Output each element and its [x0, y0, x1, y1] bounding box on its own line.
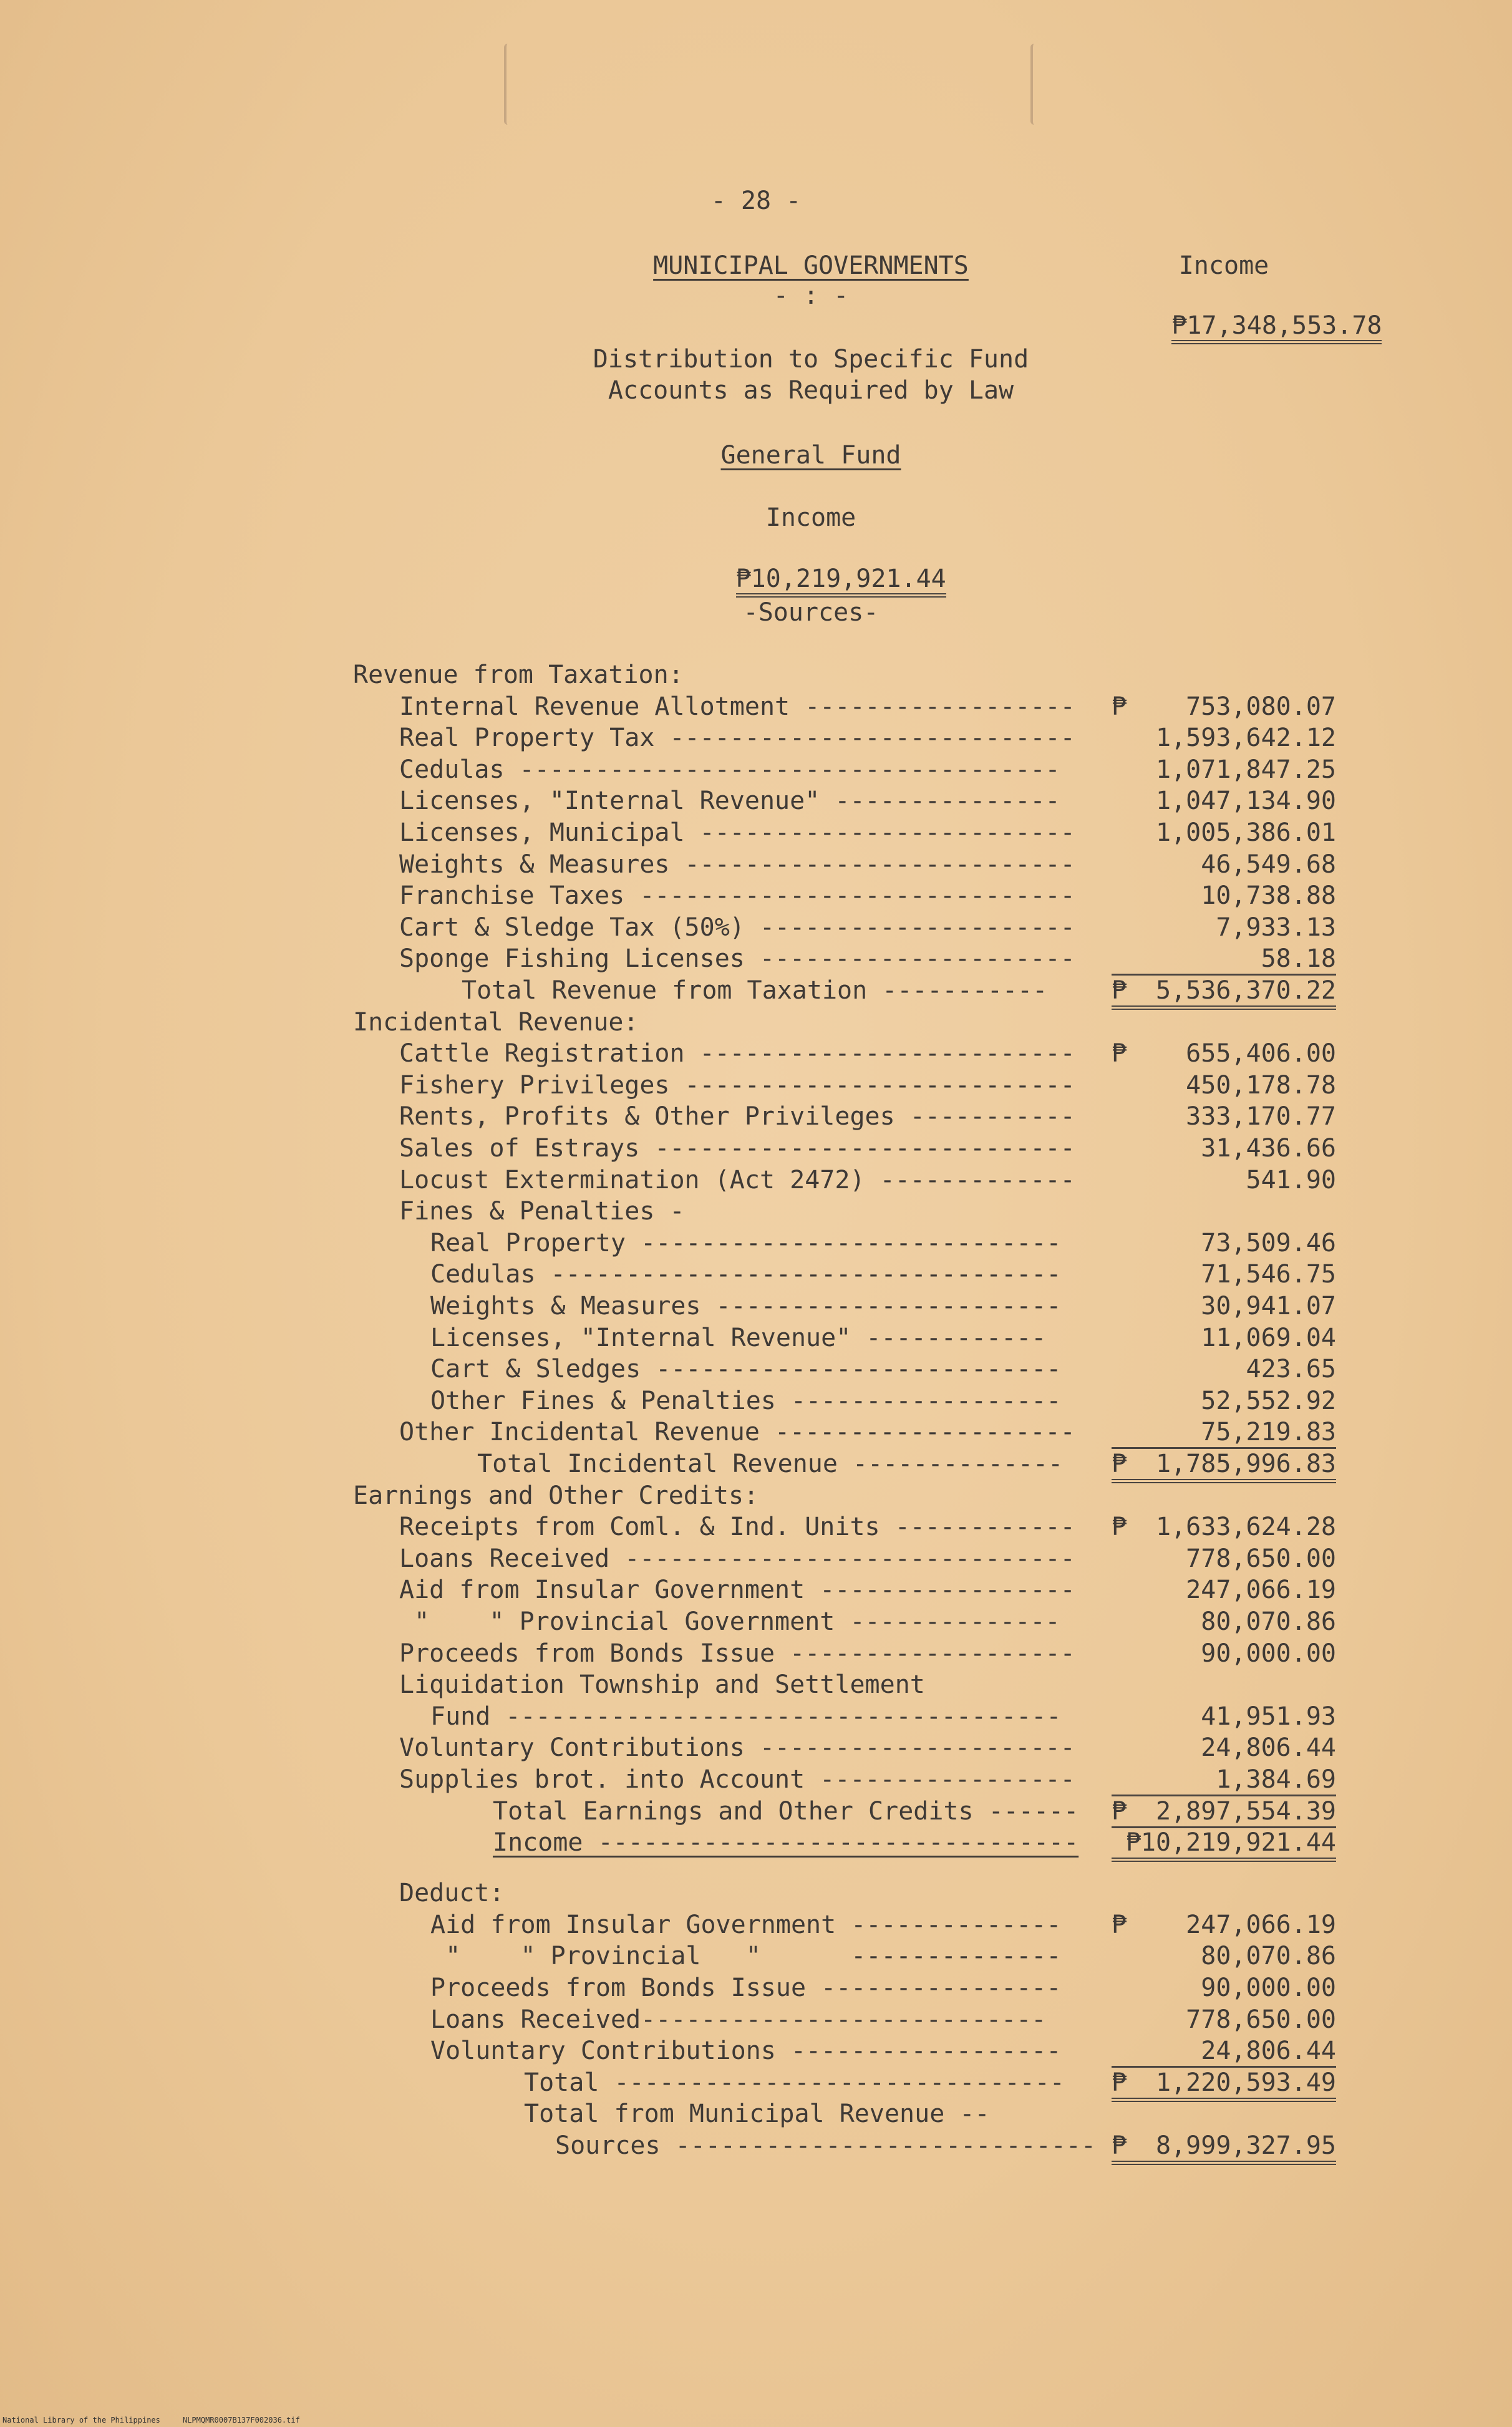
row-label: Weights & Measures -------------------------- [399, 850, 1075, 879]
row-amount: 73,509.46 [1201, 1228, 1336, 1257]
row-label: Total from Municipal Revenue -- [524, 2100, 990, 2129]
row-label: Income -------------------------------- [493, 1828, 1079, 1858]
section-separator: - : - [773, 281, 849, 310]
row-amount: 655,406.00 [1186, 1039, 1336, 1068]
fund-income-total: ₱10,219,921.44 [649, 534, 973, 624]
row-label: Cedulas ------------------------------------ [399, 755, 1060, 784]
row-amount: 423.65 [1246, 1355, 1336, 1384]
row-label: Rents, Profits & Other Privileges ----------- [399, 1102, 1075, 1131]
row-label: Other Fines & Penalties ------------------ [430, 1386, 1062, 1415]
row-amount: 1,633,624.28 [1156, 1513, 1336, 1542]
row-amount: 247,066.19 [1186, 1576, 1336, 1605]
row-label: " " Provincial " -------------- [430, 1942, 1062, 1971]
row-label: Deduct: [399, 1879, 505, 1908]
subtitle-line-2: Accounts as Required by Law [608, 376, 1014, 405]
row-amount: 1,047,134.90 [1156, 787, 1336, 816]
row-amount: 30,941.07 [1201, 1292, 1336, 1320]
row-label: Licenses, "Internal Revenue" ------------ [430, 1323, 1047, 1352]
row-amount: ₱10,219,921.44 [1112, 1828, 1336, 1862]
fund-title: General Fund [720, 441, 901, 470]
row-label: Total ------------------------------ [524, 2068, 1065, 2097]
row-label: Cart & Sledges --------------------------- [430, 1355, 1062, 1384]
row-amount: 24,806.44 [1112, 2036, 1336, 2068]
row-label: Incidental Revenue: [353, 1007, 639, 1037]
row-amount: 1,220,593.49 [1112, 2068, 1336, 2102]
peso-sign: ₱ [1112, 1450, 1127, 1478]
row-amount: 11,069.04 [1201, 1323, 1336, 1352]
row-amount: 1,384.69 [1112, 1765, 1336, 1796]
row-label: Liquidation Township and Settlement [399, 1670, 925, 1700]
row-label: Proceeds from Bonds Issue ---------------- [430, 1973, 1062, 2002]
row-amount: 450,178.78 [1186, 1070, 1336, 1100]
row-amount: 5,536,370.22 [1112, 976, 1336, 1010]
peso-sign: ₱ [1112, 2068, 1127, 2097]
row-amount: 1,071,847.25 [1156, 755, 1336, 784]
row-amount: 75,219.83 [1112, 1417, 1336, 1449]
footer-caption: National Library of the Philippines NLPMQMR0007B137F002036.tif [2, 2416, 300, 2425]
section-title: MUNICIPAL GOVERNMENTS [653, 251, 969, 280]
row-amount: 90,000.00 [1201, 1639, 1336, 1668]
row-label: Other Incidental Revenue -------------------- [399, 1418, 1075, 1447]
row-label: Franchise Taxes ----------------------------- [399, 881, 1075, 911]
row-label: Supplies brot. into Account ----------------- [399, 1765, 1075, 1794]
row-amount: 8,999,327.95 [1112, 2131, 1336, 2165]
row-amount: 2,897,554.39 [1112, 1796, 1336, 1828]
row-label: Sales of Estrays ---------------------------- [399, 1134, 1075, 1163]
row-amount: 247,066.19 [1186, 1910, 1336, 1939]
row-label: Voluntary Contributions --------------------- [399, 1733, 1075, 1763]
peso-sign: ₱ [1112, 1796, 1127, 1826]
income-total: ₱17,348,553.78 [1112, 281, 1336, 371]
peso-sign: ₱ [1112, 692, 1127, 721]
row-label: Aid from Insular Government -------------- [430, 1910, 1062, 1939]
row-amount: 753,080.07 [1186, 692, 1336, 721]
row-amount: 58.18 [1112, 944, 1336, 976]
row-amount: 80,070.86 [1201, 1607, 1336, 1636]
row-label: Sponge Fishing Licenses --------------------- [399, 944, 1075, 974]
income-label: Income [1178, 251, 1269, 280]
row-label: Fishery Privileges -------------------------- [399, 1070, 1075, 1100]
row-label: Locust Extermination (Act 2472) ------------- [399, 1165, 1075, 1194]
row-label: Loans Received--------------------------- [430, 2005, 1047, 2034]
row-label: Sources ---------------------------- [555, 2131, 1096, 2160]
row-amount: 778,650.00 [1186, 1544, 1336, 1573]
subtitle-line-1: Distribution to Specific Fund [593, 345, 1029, 374]
row-amount: 41,951.93 [1201, 1702, 1336, 1731]
row-label: Fines & Penalties - [399, 1197, 685, 1226]
row-amount: 31,436.66 [1201, 1134, 1336, 1163]
peso-sign: ₱ [1112, 2131, 1127, 2160]
row-label: Earnings and Other Credits: [353, 1481, 759, 1510]
row-amount: 7,933.13 [1216, 913, 1336, 942]
row-label: Cattle Registration ------------------------- [399, 1039, 1075, 1068]
sources-label: -Sources- [743, 598, 879, 627]
row-amount: 333,170.77 [1186, 1102, 1336, 1131]
row-amount: 1,593,642.12 [1156, 724, 1336, 753]
row-label: Real Property ---------------------------- [430, 1228, 1062, 1257]
row-label: " " Provincial Government -------------- [399, 1607, 1060, 1636]
row-label: Fund ------------------------------------- [430, 1702, 1062, 1731]
row-amount: 778,650.00 [1186, 2005, 1336, 2034]
peso-sign: ₱ [1112, 1910, 1127, 1939]
row-label: Receipts from Coml. & Ind. Units ------------ [399, 1513, 1075, 1542]
row-amount: 541.90 [1246, 1165, 1336, 1194]
staple-mark-left [504, 44, 515, 125]
row-amount: 71,546.75 [1201, 1260, 1336, 1289]
row-label: Voluntary Contributions ------------------ [430, 2037, 1062, 2066]
row-amount: 90,000.00 [1201, 1973, 1336, 2002]
page-number: - 28 - [710, 187, 802, 215]
row-label: Licenses, "Internal Revenue" --------------- [399, 787, 1060, 816]
row-label: Internal Revenue Allotment ------------------ [399, 692, 1075, 721]
peso-sign: ₱ [1112, 976, 1127, 1005]
row-amount: 10,738.88 [1201, 881, 1336, 911]
row-label: Cart & Sledge Tax (50%) --------------------- [399, 913, 1075, 942]
row-label: Total Revenue from Taxation ----------- [462, 976, 1048, 1005]
row-label: Aid from Insular Government ----------------- [399, 1576, 1075, 1605]
row-label: Revenue from Taxation: [353, 661, 684, 689]
row-amount: 80,070.86 [1201, 1942, 1336, 1971]
row-amount: 1,785,996.83 [1112, 1449, 1336, 1483]
row-label: Weights & Measures ----------------------- [430, 1292, 1062, 1320]
row-label: Total Incidental Revenue -------------- [477, 1450, 1064, 1478]
row-label: Real Property Tax --------------------------- [399, 724, 1075, 753]
row-label: Total Earnings and Other Credits ------ [493, 1796, 1079, 1826]
fund-income-label: Income [765, 503, 856, 532]
row-label: Licenses, Municipal ------------------------- [399, 818, 1075, 847]
row-label: Loans Received ------------------------------ [399, 1544, 1075, 1573]
row-amount: 46,549.68 [1201, 850, 1336, 879]
row-label: Proceeds from Bonds Issue ------------------- [399, 1639, 1075, 1668]
row-amount: 24,806.44 [1201, 1733, 1336, 1763]
peso-sign: ₱ [1112, 1513, 1127, 1542]
staple-mark-right [1030, 44, 1042, 125]
row-label: Cedulas ---------------------------------- [430, 1260, 1062, 1289]
peso-sign: ₱ [1112, 1039, 1127, 1068]
row-amount: 52,552.92 [1201, 1386, 1336, 1415]
row-amount: 1,005,386.01 [1156, 818, 1336, 847]
